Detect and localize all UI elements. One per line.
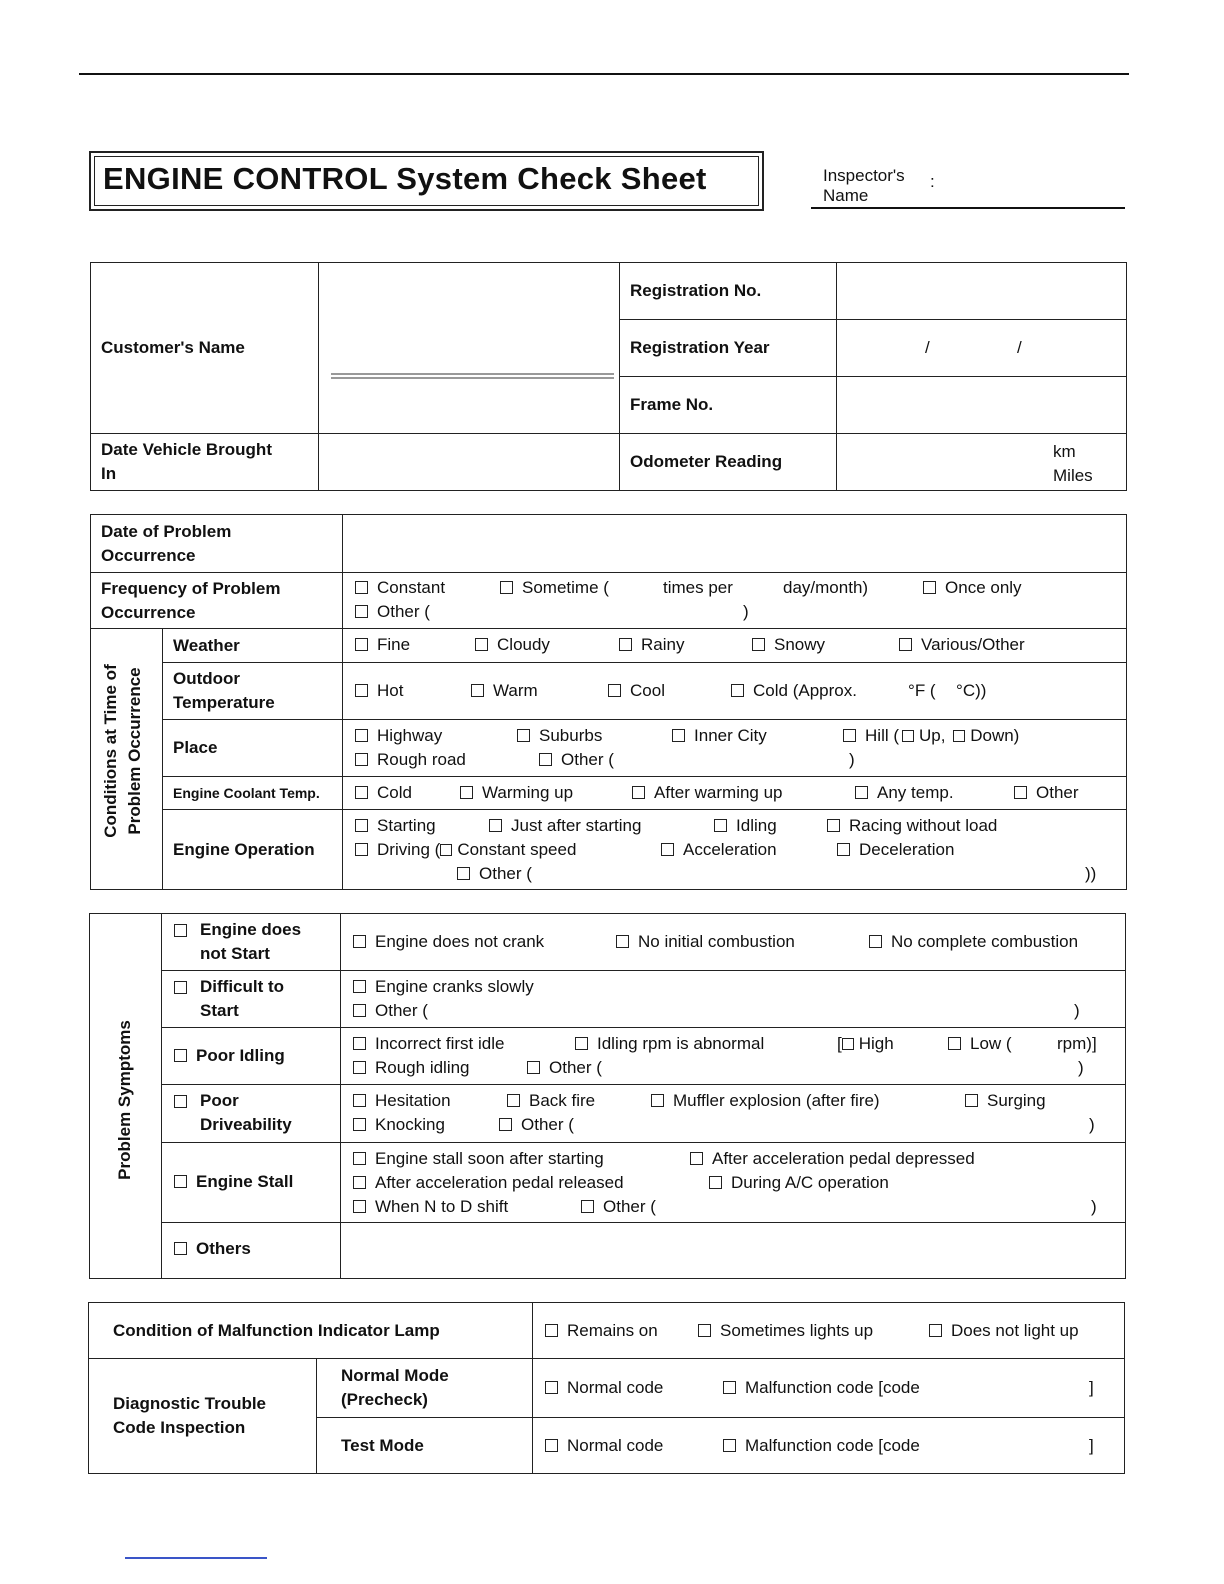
weather-various[interactable]: Various/Other <box>899 633 1025 657</box>
no-complete-combustion[interactable]: No complete combustion <box>869 930 1078 954</box>
coolant-temp-label: Engine Coolant Temp. <box>163 777 343 810</box>
title-box <box>89 151 764 211</box>
idling-rpm-abnormal[interactable]: Idling rpm is abnormal <box>575 1032 764 1056</box>
place-inner-city[interactable]: Inner City <box>672 724 767 748</box>
bottom-rule <box>125 1557 267 1559</box>
hesitation[interactable]: Hesitation <box>353 1089 451 1113</box>
inspector-label: Inspector's Name <box>823 166 905 205</box>
muffler-explosion[interactable]: Muffler explosion (after fire) <box>651 1089 880 1113</box>
op-racing[interactable]: Racing without load <box>827 814 997 838</box>
registration-year-field[interactable]: / / <box>837 320 1127 377</box>
weather-rainy[interactable]: Rainy <box>619 633 684 657</box>
stall-pedal-released[interactable]: After acceleration pedal released <box>353 1171 624 1195</box>
place-hill[interactable]: Hill ( Up, Down) <box>843 724 1019 748</box>
engine-operation-label: Engine Operation <box>163 810 343 890</box>
test-mode-label: Test Mode <box>317 1418 533 1474</box>
frequency-sometime[interactable]: Sometime ( <box>500 576 609 600</box>
incorrect-first-idle[interactable]: Incorrect first idle <box>353 1032 504 1056</box>
coolant-options <box>343 777 1127 810</box>
conditions-table <box>90 514 1127 890</box>
op-driving[interactable]: Driving ( Constant speed <box>355 838 576 862</box>
temp-hot[interactable]: Hot <box>355 679 403 703</box>
dtc-label: Diagnostic Trouble Code Inspection <box>89 1359 317 1474</box>
customer-name-field[interactable] <box>319 263 620 434</box>
outdoor-temp-label: Outdoor Temperature <box>163 663 343 720</box>
mil-does-not-light[interactable]: Does not light up <box>929 1319 1079 1343</box>
poor-idling-other[interactable]: Other ( <box>527 1056 602 1080</box>
op-deceleration[interactable]: Deceleration <box>837 838 954 862</box>
operation-options: Starting Just after starting Idling Racing without load Driving ( Constant speed Acceleration Deceleration Other ( )) <box>343 810 1127 890</box>
registration-no-field[interactable] <box>837 263 1127 320</box>
normal-mode-label: Normal Mode (Precheck) <box>317 1359 533 1418</box>
op-starting[interactable]: Starting <box>355 814 436 838</box>
difficult-other[interactable]: Other ( <box>353 999 428 1023</box>
knocking[interactable]: Knocking <box>353 1113 445 1137</box>
not-start-options <box>341 914 1126 971</box>
normal-mode-options: Normal code Malfunction code [code ] <box>533 1359 1125 1418</box>
customer-name-label: Customer's Name <box>91 263 319 434</box>
place-highway[interactable]: Highway <box>355 724 442 748</box>
place-suburbs[interactable]: Suburbs <box>517 724 602 748</box>
rough-idling[interactable]: Rough idling <box>353 1056 470 1080</box>
frequency-constant[interactable]: Constant <box>355 576 445 600</box>
no-initial-combustion[interactable]: No initial combustion <box>616 930 795 954</box>
frequency-other[interactable]: Other ( <box>355 600 430 624</box>
poor-idling-options: Incorrect first idle Idling rpm is abnormal [ High Low ( rpm)] Rough idling Other ( ) <box>341 1028 1126 1085</box>
frequency-label: Frequency of Problem Occurrence <box>91 573 343 629</box>
engine-not-start-label[interactable]: Engine does not Start <box>162 914 341 971</box>
stall-soon-after-starting[interactable]: Engine stall soon after starting <box>353 1147 604 1171</box>
normal-mode-malfunction-code[interactable]: Malfunction code [code <box>723 1376 920 1400</box>
engine-stall-label[interactable]: Engine Stall <box>162 1143 341 1223</box>
op-idling[interactable]: Idling <box>714 814 777 838</box>
place-options: Highway Suburbs Inner City Hill ( Up, Down) Rough road Other ( ) <box>343 720 1127 777</box>
odometer-field[interactable]: km Miles <box>837 434 1127 491</box>
stall-other[interactable]: Other ( <box>581 1195 656 1219</box>
temp-warm[interactable]: Warm <box>471 679 538 703</box>
registration-no-label: Registration No. <box>620 263 837 320</box>
frame-no-field[interactable] <box>837 377 1127 434</box>
stall-n-to-d[interactable]: When N to D shift <box>353 1195 508 1219</box>
coolant-other[interactable]: Other <box>1014 781 1079 805</box>
page-title: ENGINE CONTROL System Check Sheet <box>103 161 707 196</box>
stall-pedal-depressed[interactable]: After acceleration pedal depressed <box>690 1147 975 1171</box>
date-brought-in-label: Date Vehicle Brought In <box>91 434 319 491</box>
coolant-warming-up[interactable]: Warming up <box>460 781 573 805</box>
conditions-side-label: Conditions at Time of Problem Occurrence <box>91 629 163 890</box>
date-of-problem-field[interactable] <box>343 515 1127 573</box>
normal-mode-normal-code[interactable]: Normal code <box>545 1376 663 1400</box>
place-label: Place <box>163 720 343 777</box>
poor-idling-label[interactable]: Poor Idling <box>162 1028 341 1085</box>
mil-remains-on[interactable]: Remains on <box>545 1319 658 1343</box>
coolant-any-temp[interactable]: Any temp. <box>855 781 954 805</box>
date-brought-in-field[interactable] <box>319 434 620 491</box>
poor-drive-other[interactable]: Other ( <box>499 1113 574 1137</box>
weather-fine[interactable]: Fine <box>355 633 410 657</box>
mil-sometimes[interactable]: Sometimes lights up <box>698 1319 873 1343</box>
not-crank[interactable]: Engine does not crank <box>353 930 544 954</box>
engine-stall-options: Engine stall soon after starting After acceleration pedal depressed After acceleration pedal released During A/C operation When N to D shift Other ( ) <box>341 1143 1126 1223</box>
symptoms-table <box>89 913 1126 1279</box>
surging[interactable]: Surging <box>965 1089 1046 1113</box>
coolant-after-warming[interactable]: After warming up <box>632 781 783 805</box>
op-just-after-starting[interactable]: Just after starting <box>489 814 641 838</box>
place-other[interactable]: Other ( <box>539 748 614 772</box>
date-of-problem-label: Date of Problem Occurrence <box>91 515 343 573</box>
temp-cold[interactable]: Cold (Approx. <box>731 679 857 703</box>
others-label[interactable]: Others <box>162 1223 341 1279</box>
mil-label: Condition of Malfunction Indicator Lamp <box>89 1303 533 1359</box>
odometer-label: Odometer Reading <box>620 434 837 491</box>
stall-ac[interactable]: During A/C operation <box>709 1171 889 1195</box>
poor-driveability-options: Hesitation Back fire Muffler explosion (after fire) Surging Knocking Other ( ) <box>341 1085 1126 1143</box>
frame-no-label: Frame No. <box>620 377 837 434</box>
top-rule <box>79 73 1129 75</box>
inspector-colon: : <box>930 172 935 191</box>
weather-options <box>343 629 1127 663</box>
inspector-name-field[interactable] <box>811 207 1125 209</box>
difficult-start-label[interactable]: Difficult to Start <box>162 971 341 1028</box>
test-mode-options: Normal code Malfunction code [code ] <box>533 1418 1125 1474</box>
op-other[interactable]: Other ( <box>457 862 532 886</box>
weather-label: Weather <box>163 629 343 663</box>
test-mode-normal-code[interactable]: Normal code <box>545 1434 663 1458</box>
test-mode-malfunction-code[interactable]: Malfunction code [code <box>723 1434 920 1458</box>
weather-cloudy[interactable]: Cloudy <box>475 633 550 657</box>
weather-snowy[interactable]: Snowy <box>752 633 825 657</box>
frequency-options: Constant Sometime ( times per day/month) Once only Other ( ) <box>343 573 1127 629</box>
temp-cool[interactable]: Cool <box>608 679 665 703</box>
customer-table <box>90 262 1127 491</box>
idle-low[interactable]: Low ( <box>948 1032 1012 1056</box>
coolant-cold[interactable]: Cold <box>355 781 412 805</box>
idle-high[interactable]: [ High <box>837 1034 894 1053</box>
registration-year-label: Registration Year <box>620 320 837 377</box>
poor-driveability-label[interactable]: Poor Driveability <box>162 1085 341 1143</box>
symptoms-side-label: Problem Symptoms <box>90 914 162 1279</box>
cranks-slowly[interactable]: Engine cranks slowly <box>353 975 534 999</box>
mil-options <box>533 1303 1125 1359</box>
others-field[interactable] <box>341 1223 1126 1279</box>
diagnostics-table <box>88 1302 1125 1474</box>
op-acceleration[interactable]: Acceleration <box>661 838 777 862</box>
place-rough-road[interactable]: Rough road <box>355 748 466 772</box>
frequency-once-only[interactable]: Once only <box>923 576 1022 600</box>
back-fire[interactable]: Back fire <box>507 1089 595 1113</box>
difficult-start-options: Engine cranks slowly Other ( ) <box>341 971 1126 1028</box>
temperature-options: Hot Warm Cool Cold (Approx. °F ( °C)) <box>343 663 1127 720</box>
